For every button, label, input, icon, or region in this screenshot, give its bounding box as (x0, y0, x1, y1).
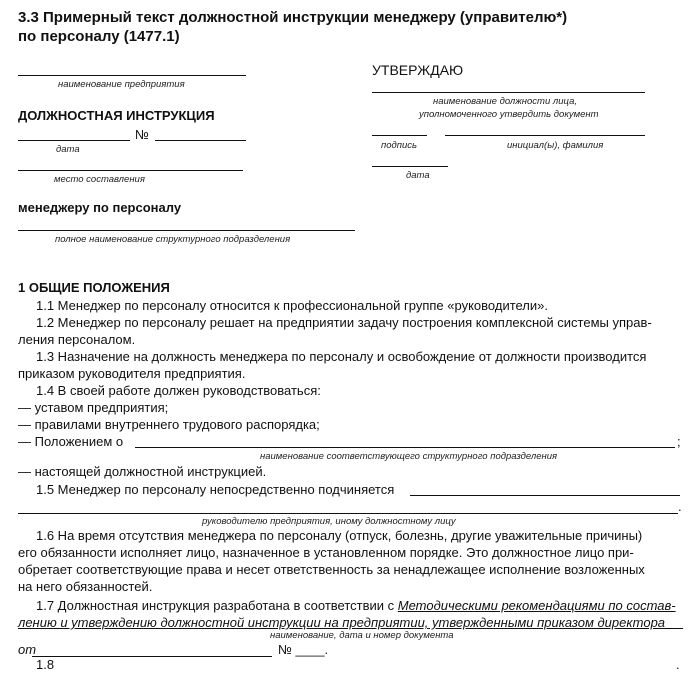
supervisor-end: . (678, 499, 682, 514)
paragraph-1-3b: приказом руководителя предприятия. (18, 366, 246, 381)
paragraph-1-8-end: . (676, 657, 680, 672)
approve-date-line[interactable] (372, 166, 448, 167)
enterprise-caption: наименование предприятия (58, 79, 185, 90)
paragraph-1-7b: лению и утверждению должностной инструкции на предприятии, утвержденными приказом директора __ (18, 615, 684, 630)
paragraph-1-7a (36, 597, 676, 614)
paragraph-1-6a: 1.6 На время отсутствия менеджера по персоналу (отпуск, болезнь, другие уважительные причины) (36, 528, 643, 543)
doc-date-line[interactable] (18, 140, 130, 141)
page-title-line1: 3.3 Примерный текст должностной инструкции менеджеру (управителю*) (18, 9, 568, 26)
order-number: № ____. (278, 642, 329, 657)
regulation-end: ; (677, 434, 681, 449)
paragraph-1-6c: обретает соответствующие права и несет ответственность за ненадлежащее исполнение возложенных (18, 562, 645, 577)
signature-caption: подпись (381, 140, 418, 151)
number-sign: № (135, 127, 149, 142)
paragraph-1-5: 1.5 Менеджер по персоналу непосредственно подчиняется (36, 482, 395, 497)
document-caption: наименование, дата и номер документа (270, 630, 454, 641)
unit-caption: полное наименование структурного подразделения (55, 234, 291, 245)
signature-line[interactable] (372, 135, 427, 136)
supervisor-caption: руководителю предприятия, иному должностному лицу (202, 516, 456, 527)
approver-position-caption1: наименование должности лица, (433, 96, 577, 107)
approver-position-line[interactable] (372, 92, 645, 93)
page-title-line2: по персоналу (1477.1) (18, 28, 180, 45)
approve-date-caption: дата (406, 170, 430, 181)
paragraph-1-3a: 1.3 Назначение на должность менеджера по персоналу и освобождение от должности производится (36, 349, 647, 364)
bullet-rules: — правилами внутреннего трудового распорядка; (18, 417, 320, 432)
initials-caption: инициал(ы), фамилия (507, 140, 604, 151)
bullet-charter: — уставом предприятия; (18, 400, 169, 415)
paragraph-1-7a-ref: Методическими рекомендациями по состав- (397, 598, 676, 613)
recipient: менеджеру по персоналу (18, 200, 182, 215)
paragraph-1-4: 1.4 В своей работе должен руководствоваться: (36, 383, 321, 398)
doc-number-line[interactable] (155, 140, 246, 141)
bullet-instruction: — настоящей должностной инструкцией. (18, 464, 267, 479)
enterprise-line[interactable] (18, 75, 246, 76)
approver-position-caption2: уполномоченного утвердить документ (419, 109, 599, 120)
paragraph-1-1: 1.1 Менеджер по персоналу относится к профессиональной группе «руководители». (36, 298, 548, 313)
place-line[interactable] (18, 170, 243, 171)
paragraph-1-2a: 1.2 Менеджер по персоналу решает на предприятии задачу построения комплексной системы управ- (36, 315, 652, 330)
section-title: 1 ОБЩИЕ ПОЛОЖЕНИЯ (18, 280, 170, 295)
paragraph-1-7a-plain: 1.7 Должностная инструкция разработана в соответствии с (36, 598, 398, 613)
initials-line[interactable] (445, 135, 645, 136)
doc-date-caption: дата (56, 144, 80, 155)
order-from-line[interactable] (32, 656, 272, 657)
regulation-caption: наименование соответствующего структурного подразделения (260, 451, 558, 462)
supervisor-line-2[interactable] (18, 513, 678, 514)
paragraph-1-6b: его обязанности исполняет лицо, назначенное в установленном порядке. Это должностное лицо при- (18, 545, 634, 560)
supervisor-line-1[interactable] (410, 495, 680, 496)
order-from-label: от (18, 642, 37, 657)
unit-line[interactable] (18, 230, 355, 231)
doc-title: ДОЛЖНОСТНАЯ ИНСТРУКЦИЯ (18, 108, 215, 123)
paragraph-1-8: 1.8 (36, 657, 55, 672)
paragraph-1-2b: ления персоналом. (18, 332, 136, 347)
regulation-line[interactable] (135, 447, 675, 448)
bullet-regulation: — Положением о (18, 434, 124, 449)
place-caption: место составления (54, 174, 145, 185)
approve-label: УТВЕРЖДАЮ (372, 62, 464, 78)
paragraph-1-6d: на него обязанностей. (18, 579, 153, 594)
